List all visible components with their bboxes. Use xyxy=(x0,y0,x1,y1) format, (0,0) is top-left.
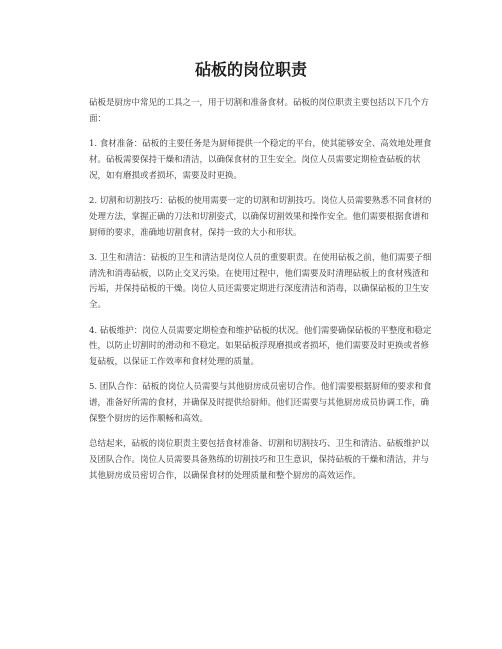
paragraph-hygiene-cleaning: 3. 卫生和清洁：砧板的卫生和清洁是岗位人员的重要职责。在使用砧板之前，他们需要子细清洗和消毒砧板，以防止交叉污染。在使用过程中，他们需要及时清理砧板上的食材残渣和污垢，并保持砧板的干燥。岗位人员还需要定期进行深度清洁和消毒，以确保砧板的卫生安全。 xyxy=(89,252,432,311)
paragraph-summary: 总结起来，砧板的岗位职责主要包括食材准备、切割和切割技巧、卫生和清洁、砧板维护以及团队合作。岗位人员需要具备熟练的切割技巧和卫生意识，保持砧板的干燥和清洁，并与其他厨房成员密切合作，以确保食材的处理质量和整个厨房的高效运作。 xyxy=(89,439,430,481)
paragraph-cutting-skills: 2. 切割和切割技巧：砧板的使用需要一定的切割和切割技巧。岗位人员需要熟悉不同食材的处理方法，掌握正确的刀法和切割姿式，以确保切割效果和操作安全。他们需要根据食谱和厨师的要求，准确地切割食材，保持一致的大小和形状。 xyxy=(89,195,432,238)
document-body xyxy=(89,96,435,494)
paragraph-board-maintenance: 4. 砧板维护：岗位人员需要定期检查和维护砧板的状况。他们需要确保砧板的平整度和稳定性，以防止切割时的滑动和不稳定。如果砧板浮现磨损或者损坏，他们需要及时更换或者修复砧板，以保证工作效率和食材处理的质量。 xyxy=(89,325,432,368)
page-title: 砧板的岗位职责 xyxy=(194,60,307,79)
paragraph-teamwork: 5. 团队合作：砧板的岗位人员需要与其他厨房成员密切合作。他们需要根据厨师的要求和食谱，准备好所需的食材，并确保及时提供给厨师。他们还需要与其他厨房成员协调工作，确保整个厨房的运作顺畅和高效。 xyxy=(89,382,432,425)
paragraph-food-preparation: 1. 食材准备：砧板的主要任务是为厨师提供一个稳定的平台，使其能够安全、高效地处理食材。砧板需要保持干燥和清洁，以确保食材的卫生安全。岗位人员需要定期检查砧板的状况，如有磨损或者损坏，需要及时更换。 xyxy=(89,139,432,181)
paragraph-intro: 砧板是厨房中常见的工具之一，用于切割和准备食材。砧板的岗位职责主要包括以下几个方面： xyxy=(89,98,430,124)
